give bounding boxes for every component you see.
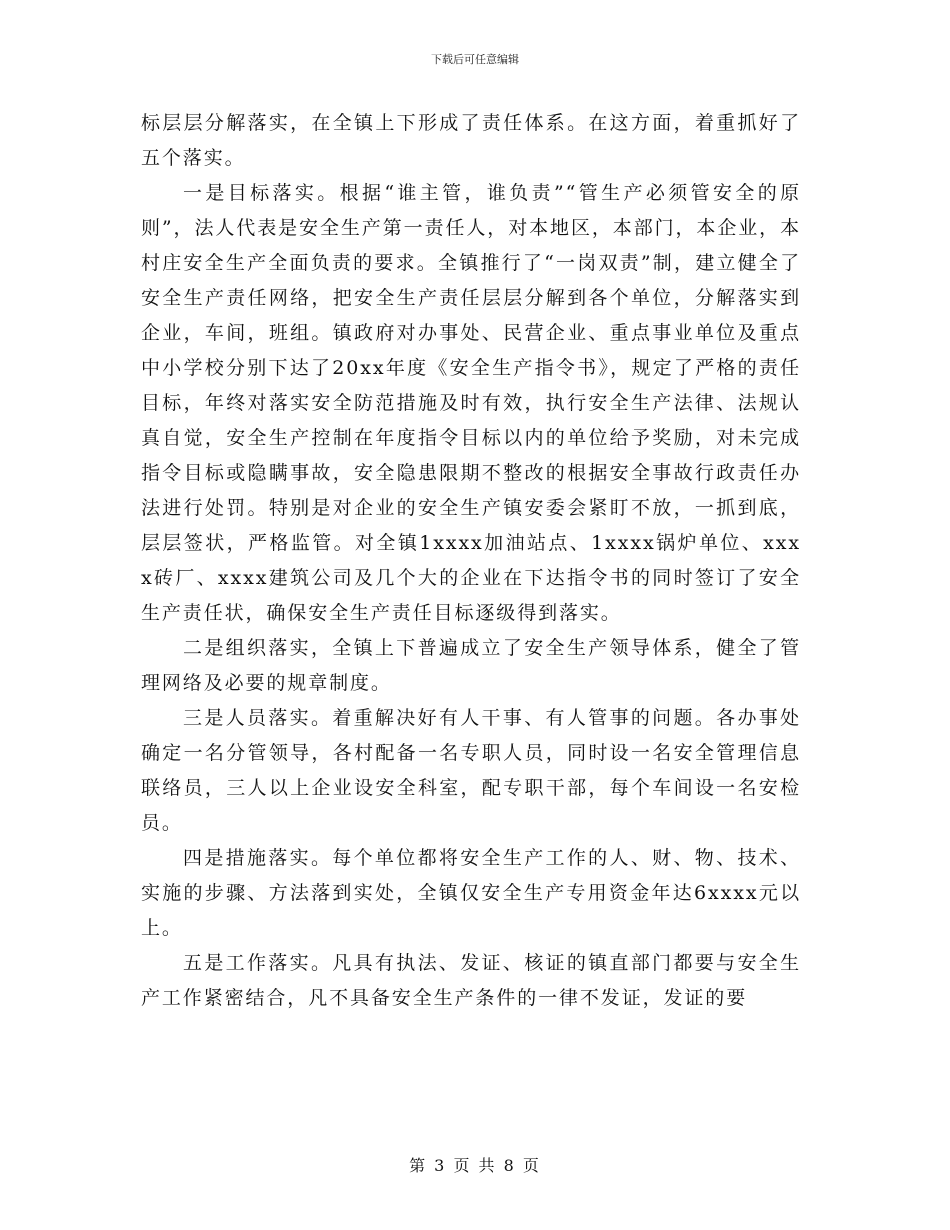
page-number-footer: 第 3 页 共 8 页 xyxy=(409,1156,541,1175)
paragraph-organization-implementation: 二是组织落实，全镇上下普遍成立了安全生产领导体系，健全了管理网络及必要的规章制度。 xyxy=(141,637,801,694)
paragraph-work-implementation: 五是工作落实。凡具有执法、发证、核证的镇直部门都要与安全生产工作紧密结合，凡不具备安全生产条件的一律不发证，发证的要 xyxy=(141,952,801,1009)
paragraph-target-implementation: 一是目标落实。根据“谁主管，谁负责”“管生产必须管安全的原则”，法人代表是安全生产第一责任人，对本地区，本部门，本企业，本村庄安全生产全面负责的要求。全镇推行了“一岗双责”制，建立健全了安全生产责任网络，把安全生产责任层层分解到各个单位，分解落实到企业，车间，班组。镇政府对办事处、民营企业、重点事业单位及重点中小学校分别下达了20xx年度《安全生产指令书》，规定了严格的责任目标，年终对落实安全防范措施及时有效，执行安全生产法律、法规认真自觉，安全生产控制在年度指令目标以内的单位给予奖励，对未完成指令目标或隐瞒事故，安全隐患限期不整改的根据安全事故行政责任办法进行处罚。特别是对企业的安全生产镇安委会紧盯不放，一抓到底，层层签状，严格监管。对全镇1xxxx加油站点、1xxxx锅炉单位、xxxx砖厂、xxxx建筑公司及几个大的企业在下达指令书的同时签订了安全生产责任状，确保安全生产责任目标逐级得到落实。 xyxy=(141,182,801,624)
paragraph-personnel-implementation: 三是人员落实。着重解决好有人干事、有人管事的问题。各办事处确定一名分管领导，各村配备一名专职人员，同时设一名安全管理信息联络员，三人以上企业设安全科室，配专职干部，每个车间设一名安检员。 xyxy=(141,707,801,834)
paragraph-measures-implementation: 四是措施落实。每个单位都将安全生产工作的人、财、物、技术、实施的步骤、方法落到实处，全镇仅安全生产专用资金年达6xxxx元以上。 xyxy=(141,847,801,939)
paragraph-continuation: 标层层分解落实，在全镇上下形成了责任体系。在这方面，着重抓好了五个落实。 xyxy=(141,112,801,169)
document-body xyxy=(141,106,801,1016)
page-header-note: 下载后可任意编辑 xyxy=(431,53,519,66)
